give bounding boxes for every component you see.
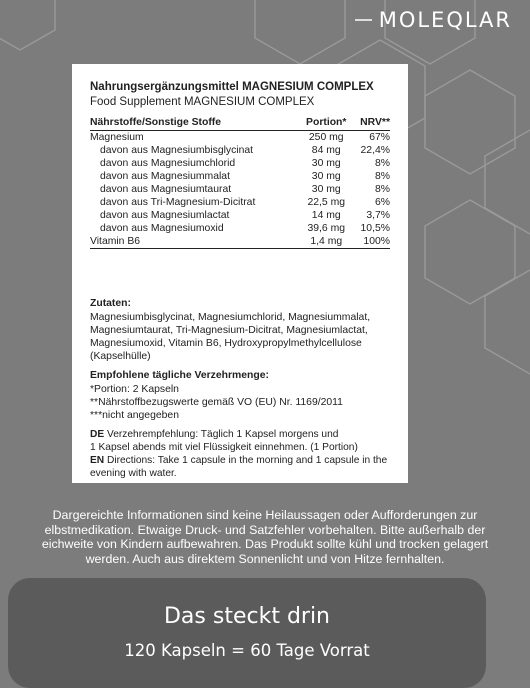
nutrient-name: davon aus Magnesiummalat	[100, 171, 230, 182]
ingredients-line: (Kapselhülle)	[90, 351, 151, 362]
disclaimer-line: Dargereichte Informationen sind keine Heilaussagen oder Aufforderungen zur	[52, 508, 478, 522]
column-header-nrv: NRV**	[360, 117, 390, 128]
table-row	[90, 170, 390, 183]
contents-info-panel	[8, 578, 486, 688]
table-row	[90, 222, 390, 235]
nutrient-portion: 84 mg	[311, 145, 341, 156]
nutrient-portion: 14 mg	[311, 210, 341, 221]
nutrient-portion: 250 mg	[308, 132, 344, 143]
disclaimer-text	[0, 508, 530, 566]
nutrition-label-card	[72, 64, 408, 483]
column-header-nutrient: Nährstoffe/Sonstige Stoffe	[90, 117, 222, 128]
ingredients-section	[90, 297, 390, 363]
directions-de-text: Verzehrempfehlung: Täglich 1 Kapsel morgens und	[104, 429, 339, 440]
brand-logo: MOLEQLAR	[378, 8, 512, 32]
ingredients-line: Magnesiumtaurat, Tri-Magnesium-Dicitrat, Magnesiumlactat,	[90, 325, 368, 336]
disclaimer-line: elbstmedikation. Etwaige Druck- und Satzfehler vorbehalten. Bitte außerhalb der	[44, 522, 486, 537]
nutrient-nrv: 8%	[374, 158, 390, 169]
dosage-title: Empfohlene tägliche Verzehrmenge:	[90, 370, 269, 381]
nutrient-name: davon aus Magnesiumchlorid	[100, 158, 236, 169]
label-title-de: Nahrungsergänzungsmittel MAGNESIUM COMPLEX	[90, 81, 374, 93]
nutrition-table	[90, 117, 390, 249]
nutrient-name: davon aus Tri-Magnesium-Dicitrat	[100, 197, 256, 208]
nutrient-nrv: 22,4%	[360, 145, 390, 156]
directions-en-text: Directions: Take 1 capsule in the morning and 1 capsule in the	[104, 455, 388, 466]
directions-de-line	[90, 428, 390, 441]
dosage-section	[90, 369, 390, 422]
dosage-line: ***nicht angegeben	[90, 410, 179, 421]
ingredients-title: Zutaten:	[90, 298, 131, 309]
nutrient-name: davon aus Magnesiumlactat	[100, 210, 230, 221]
nutrient-portion: 30 mg	[311, 158, 341, 169]
nutrient-portion: 1,4 mg	[310, 236, 343, 247]
nutrient-nrv: 8%	[374, 184, 390, 195]
nutrient-portion: 22,5 mg	[307, 197, 346, 208]
table-row	[90, 196, 390, 209]
contents-title: Das steckt drin	[163, 604, 331, 629]
table-row	[90, 235, 390, 249]
table-row	[90, 209, 390, 222]
nutrient-name: Magnesium	[90, 132, 144, 143]
column-header-portion: Portion*	[306, 117, 347, 128]
table-header-row	[90, 117, 390, 131]
directions-de-line-2: 1 Kapsel abends mit viel Flüssigkeit einnehmen. (1 Portion)	[90, 442, 358, 453]
nutrient-name: Vitamin B6	[90, 236, 141, 247]
language-tag-de: DE	[90, 429, 105, 440]
nutrient-portion: 39,6 mg	[307, 223, 346, 234]
dosage-line: **Nährstoffbezugswerte gemäß VO (EU) Nr. 1169/2011	[90, 397, 343, 408]
nutrient-nrv: 100%	[363, 236, 390, 247]
disclaimer-line: werden. Auch aus direktem Sonnenlicht und von Hitze fernhalten.	[85, 551, 445, 566]
contents-subtitle: 120 Kapseln = 60 Tage Vorrat	[124, 641, 370, 660]
nutrient-nrv: 10,5%	[360, 223, 390, 234]
disclaimer-line: eichweite von Kindern aufbewahren. Das Produkt sollte kühl und trocken gelagert	[41, 537, 489, 552]
label-title-en: Food Supplement MAGNESIUM COMPLEX	[90, 96, 315, 108]
table-row	[90, 157, 390, 170]
ingredients-line: Magnesiumoxid, Vitamin B6, Hydroxypropylmethylcellulose	[90, 338, 362, 349]
nutrient-portion: 30 mg	[311, 171, 341, 182]
nutrient-name: davon aus Magnesiumoxid	[100, 223, 224, 234]
dosage-line: *Portion: 2 Kapseln	[90, 384, 179, 395]
directions-en-line	[90, 454, 390, 467]
directions-section	[90, 428, 390, 480]
nutrient-name: davon aus Magnesiumtaurat	[100, 184, 232, 195]
directions-en-line-2: evening with water.	[90, 468, 177, 479]
nutrient-name: davon aus Magnesiumbisglycinat	[100, 145, 254, 156]
table-row	[90, 144, 390, 157]
nutrient-nrv: 67%	[369, 132, 390, 143]
nutrient-nrv: 8%	[374, 171, 390, 182]
language-tag-en: EN	[90, 455, 105, 466]
nutrient-portion: 30 mg	[311, 184, 341, 195]
table-row	[90, 183, 390, 196]
table-row	[90, 131, 390, 145]
nutrient-nrv: 3,7%	[366, 210, 390, 221]
ingredients-line: Magnesiumbisglycinat, Magnesiumchlorid, Magnesiummalat,	[90, 312, 371, 323]
nutrient-nrv: 6%	[374, 197, 390, 208]
